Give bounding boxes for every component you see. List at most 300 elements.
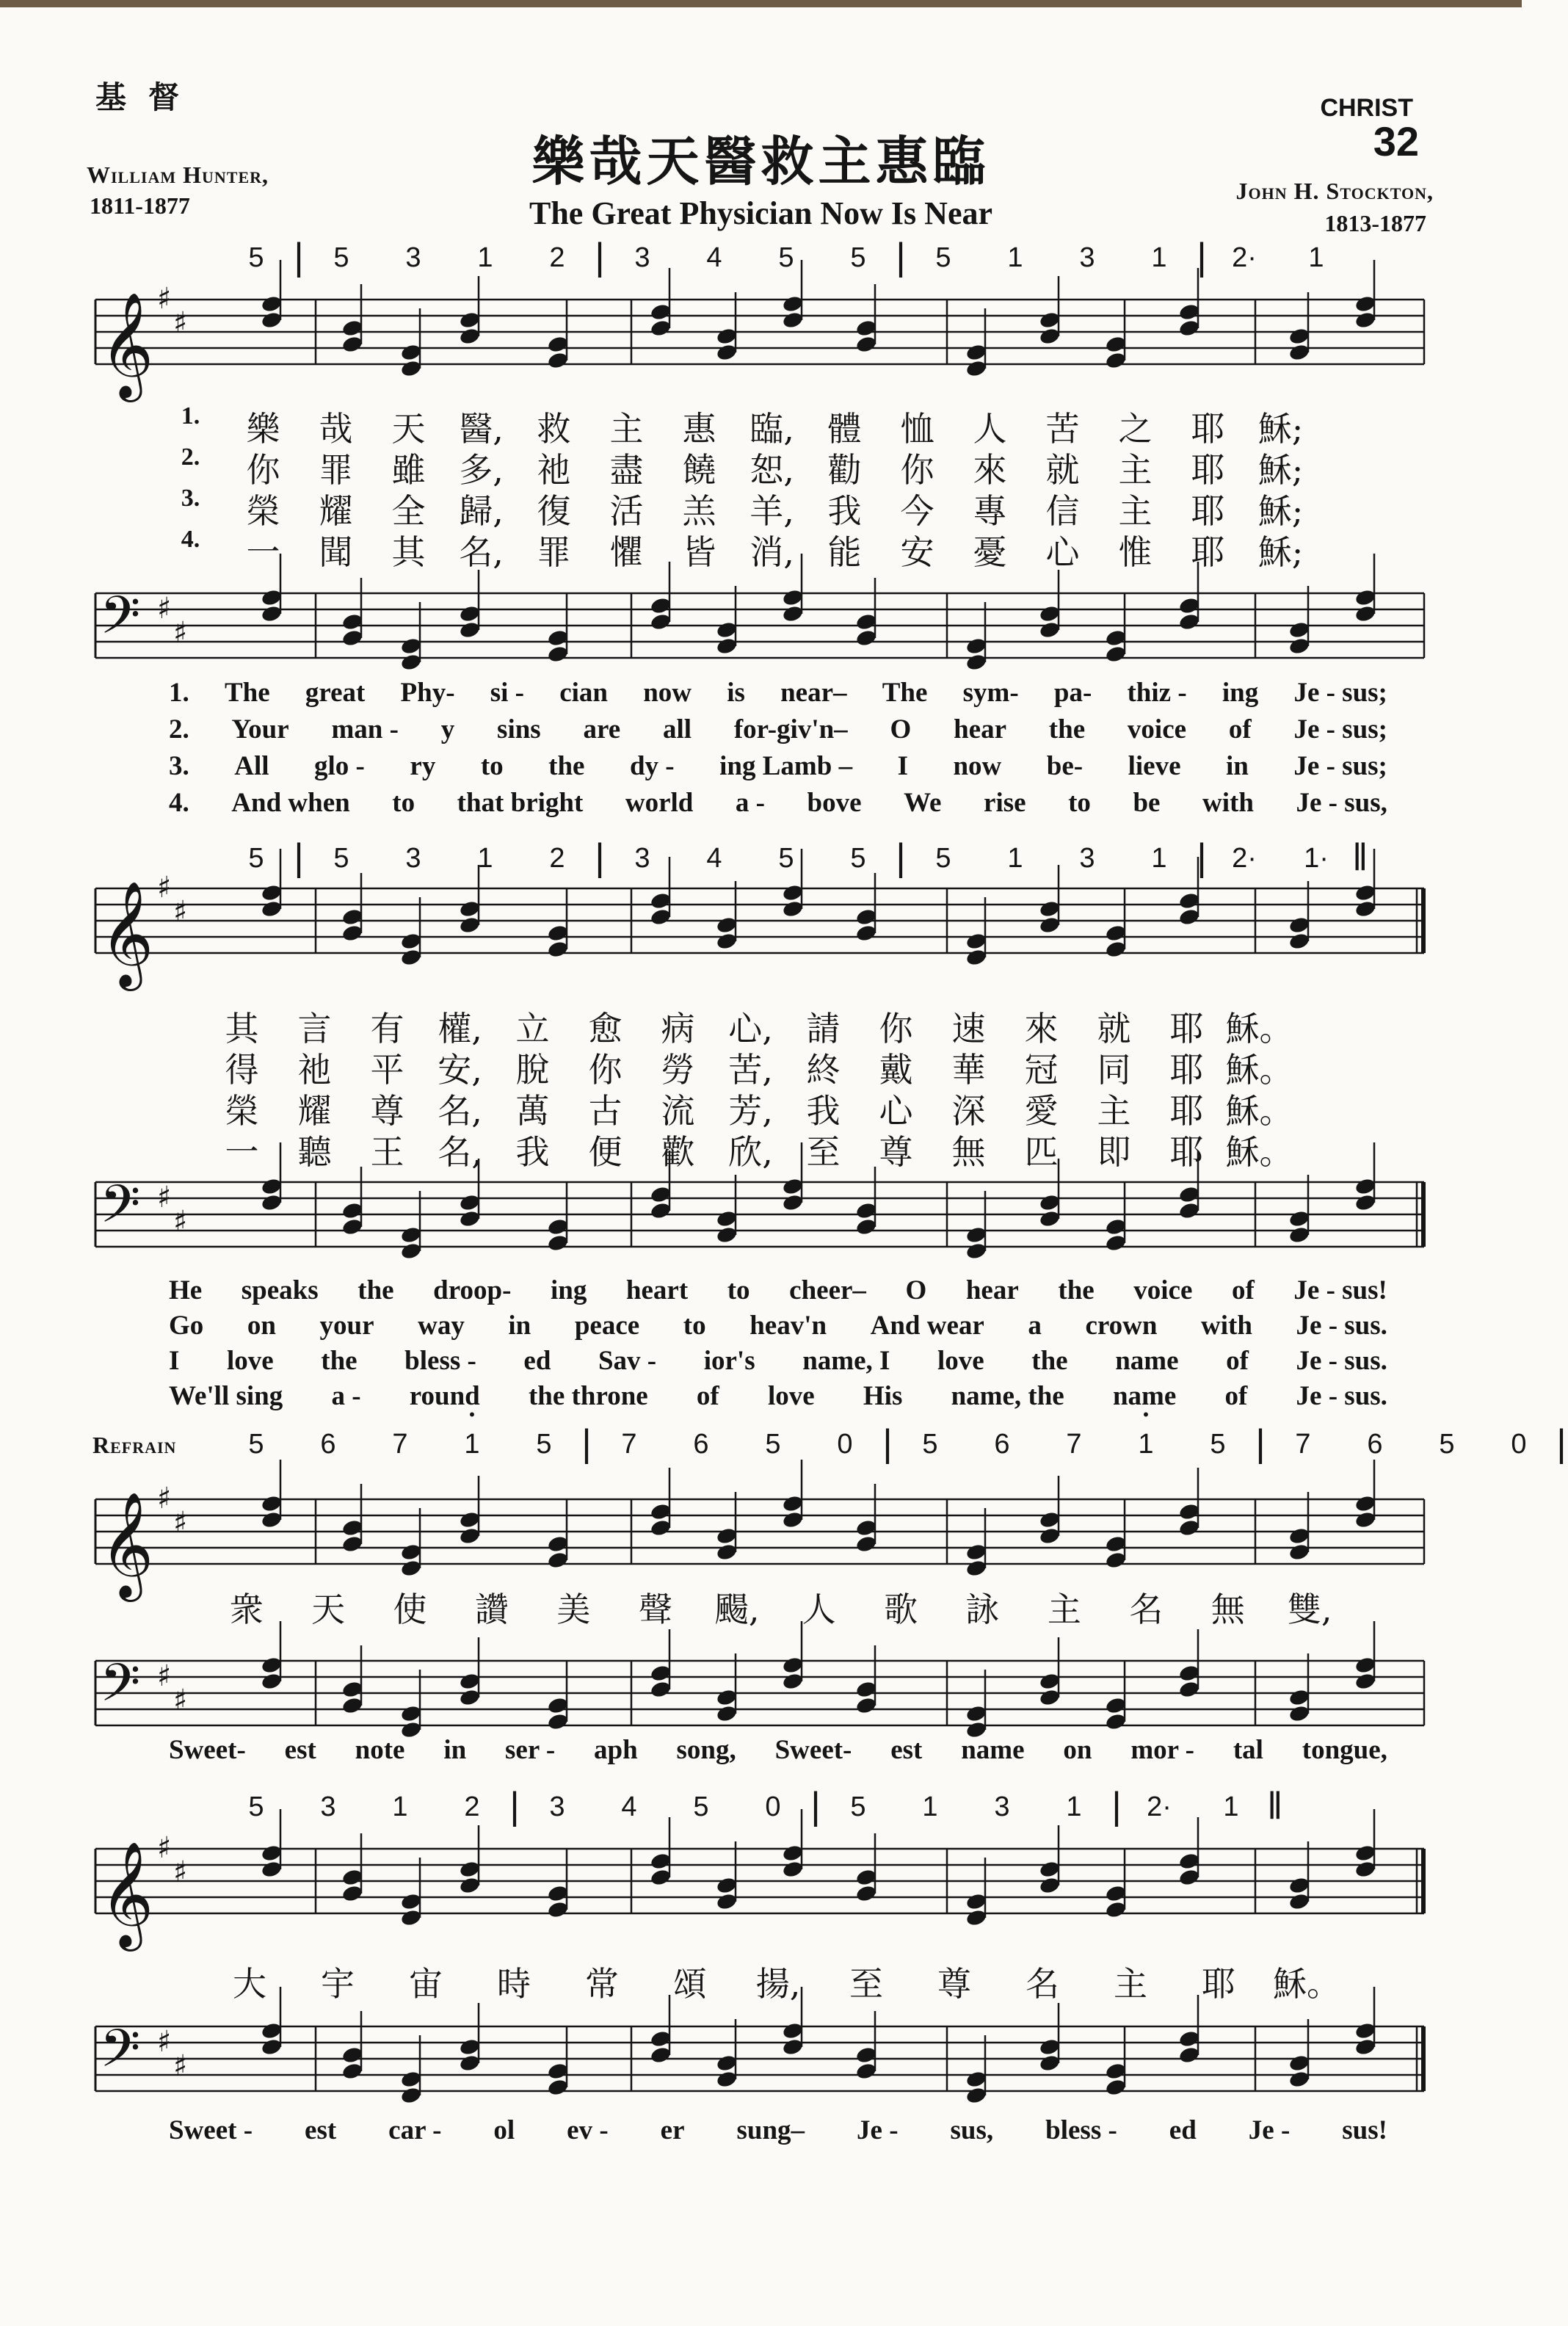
note-head — [650, 1629, 672, 1699]
lyric-word: cheer– — [789, 1275, 866, 1305]
lyric-syllable: 愛 — [1024, 1091, 1059, 1131]
lyric-word: the — [1048, 714, 1086, 744]
lyric-word: voice — [1133, 1275, 1193, 1305]
jianpu-barline: | — [1197, 836, 1207, 879]
jianpu-note: 7 — [392, 1429, 408, 1460]
jianpu-note: 6 — [320, 1429, 336, 1460]
lyric-syllable: 你 — [900, 450, 934, 490]
lyric-syllable: 樂 — [246, 409, 280, 449]
lyric-syllable: 愈 — [588, 1009, 623, 1048]
lyric-word: the — [548, 751, 585, 781]
note-head — [965, 1670, 988, 1739]
lyric-word: note — [355, 1735, 405, 1765]
note-head — [716, 1492, 738, 1562]
lyric-word: a - — [735, 788, 765, 818]
note-head — [1354, 554, 1377, 623]
english-lyrics-line — [169, 1345, 1387, 1377]
jianpu-note: 5 — [778, 242, 794, 273]
note-head — [1354, 1809, 1377, 1879]
jianpu-note: 3 — [405, 242, 421, 273]
lyric-syllable: 其 — [225, 1009, 259, 1048]
note-head — [1288, 2019, 1311, 2089]
jianpu-note: 1 — [1007, 242, 1023, 273]
lyric-word: heav'n — [749, 1311, 827, 1341]
lyric-syllable: 衆 — [229, 1590, 264, 1629]
treble-clef-icon: 𝄞 — [100, 1841, 154, 1947]
note-head — [1178, 1995, 1201, 2065]
lyric-word: hear — [954, 714, 1006, 744]
lyric-syllable: 勞 — [661, 1050, 695, 1090]
jianpu-note: 3 — [320, 1791, 336, 1822]
lyric-syllable: 耶 — [1169, 1009, 1204, 1048]
lyric-word: in — [1226, 751, 1249, 781]
lyric-syllable: 耶 — [1169, 1091, 1204, 1131]
lyric-syllable: 頌 — [673, 1964, 707, 2004]
jianpu-note: 3 — [634, 843, 650, 874]
jianpu-barline: ‖ — [1267, 1785, 1283, 1827]
lyric-word: All — [234, 751, 269, 781]
lyric-syllable: 萬 — [515, 1091, 550, 1131]
note-head — [341, 284, 364, 354]
lyric-syllable: 便 — [588, 1132, 623, 1172]
lyric-syllable: 安, — [438, 1050, 482, 1090]
lyric-word: the — [1058, 1275, 1095, 1305]
lyric-word: He — [169, 1275, 203, 1305]
lyric-word: dy - — [629, 751, 675, 781]
jianpu-row — [220, 1422, 1568, 1465]
lyric-syllable: 宙 — [409, 1964, 443, 2004]
lyric-syllable: 至 — [849, 1964, 883, 2004]
lyric-syllable: 歌 — [884, 1590, 918, 1629]
lyric-word: be — [1133, 788, 1161, 818]
lyric-word: 3. — [169, 751, 189, 781]
note-head — [1105, 889, 1128, 959]
lyric-word: Je - sus; — [1293, 714, 1387, 744]
jianpu-note: 5 — [935, 242, 951, 273]
jianpu-note: • 1 — [1110, 1429, 1182, 1460]
title-english: The Great Physician Now Is Near — [529, 195, 993, 231]
lyric-syllable: 尊 — [879, 1132, 913, 1172]
note-head — [400, 308, 423, 378]
note-head — [855, 1167, 878, 1236]
lyric-word: on — [1063, 1735, 1092, 1765]
note-head — [1105, 300, 1128, 370]
note-head — [341, 1833, 364, 1903]
lyric-syllable: 穌。 — [1273, 1964, 1340, 2004]
lyric-syllable: 耀 — [297, 1091, 332, 1131]
note-head — [650, 1468, 672, 1537]
lyric-syllable: 羔 — [682, 491, 716, 531]
note-head — [965, 1858, 988, 1927]
lyric-syllable: 終 — [806, 1050, 841, 1090]
lyric-syllable: 匹 — [1024, 1132, 1059, 1172]
lyric-syllable: 惠 — [682, 409, 716, 449]
jianpu-note: 5 — [765, 1429, 781, 1460]
jianpu-note: 5 — [1210, 1429, 1226, 1460]
english-lyrics-line — [169, 2115, 1387, 2146]
lyric-word: est — [305, 2115, 337, 2145]
note-head — [1105, 2027, 1128, 2097]
lyric-syllable: 常 — [585, 1964, 619, 2004]
lyric-syllable: 耶 — [1191, 491, 1225, 531]
jianpu-barline: | — [1556, 1422, 1567, 1465]
lyric-syllable: 來 — [973, 450, 1007, 490]
note-head — [1039, 1476, 1061, 1546]
note-head — [855, 578, 878, 648]
jianpu-note: 5 — [536, 1429, 552, 1460]
jianpu-note: 1 — [477, 843, 493, 874]
treble-staff — [0, 1827, 1522, 1974]
lyric-word: 4. — [169, 788, 189, 818]
lyric-word: the — [321, 1346, 357, 1376]
jianpu-barline: | — [294, 836, 304, 879]
lyric-word: the — [357, 1275, 394, 1305]
note-head — [716, 881, 738, 951]
lyric-word: And wear — [870, 1311, 984, 1341]
note-head — [1105, 594, 1128, 664]
lyric-syllable: 主 — [1118, 450, 1153, 490]
category-label: 基督 — [95, 79, 202, 115]
lyric-word: Je - — [857, 2115, 899, 2145]
lyric-syllable: 我 — [827, 491, 862, 531]
note-head — [261, 1460, 283, 1529]
note-head — [1178, 1629, 1201, 1699]
lyric-syllable: 大 — [233, 1964, 266, 2004]
lyric-word: voice — [1127, 714, 1187, 744]
lyric-syllable: 穌。 — [1225, 1091, 1293, 1131]
lyric-syllable: 名, — [438, 1132, 482, 1172]
jianpu-barline: | — [1197, 236, 1207, 278]
note-head — [400, 897, 423, 967]
lyric-syllable: 深 — [951, 1091, 986, 1131]
jianpu-note: 4 — [706, 843, 722, 874]
lyric-word: on — [247, 1311, 276, 1341]
lyric-syllable: 言 — [297, 1009, 332, 1048]
note-head — [716, 1841, 738, 1911]
lyric-word: lieve — [1128, 751, 1181, 781]
jianpu-note: 5 — [248, 1429, 264, 1460]
lyric-word: His — [863, 1381, 903, 1411]
note-head — [1105, 1183, 1128, 1253]
lyric-syllable: 消, — [749, 532, 794, 572]
lyric-word: name — [1112, 1381, 1177, 1411]
lyric-syllable: 勸 — [827, 450, 862, 490]
sharp-icon: ♯ — [173, 616, 188, 650]
jianpu-note: 1 — [392, 1791, 408, 1822]
lyric-syllable: 耶 — [1202, 1964, 1235, 2004]
lyric-word: est — [890, 1735, 923, 1765]
lyric-word: love — [767, 1381, 815, 1411]
bass-clef-icon: 𝄢 — [100, 1174, 141, 1247]
treble-clef-icon: 𝄞 — [100, 1492, 154, 1598]
note-head — [547, 1662, 570, 1731]
lyric-word: Sweet- — [169, 1735, 246, 1765]
english-lyrics-line — [169, 750, 1387, 782]
jianpu-note: 3 — [994, 1791, 1010, 1822]
jianpu-note: 2· — [1232, 843, 1257, 874]
lyric-word: droop- — [433, 1275, 512, 1305]
lyric-syllable: 耀 — [319, 491, 353, 531]
lyric-word: 1. — [169, 678, 189, 708]
note-head — [1354, 1987, 1377, 2057]
lyric-word: ing Lamb – — [719, 751, 853, 781]
jianpu-note: 5 — [850, 843, 866, 874]
treble-clef-icon: 𝄞 — [100, 881, 154, 987]
jianpu-note: 5 — [850, 242, 866, 273]
lyric-word: of — [696, 1381, 719, 1411]
note-head — [1288, 1175, 1311, 1244]
lyric-word: O — [905, 1275, 927, 1305]
lyric-syllable: 祂 — [537, 450, 571, 490]
lyric-syllable: 讚 — [474, 1590, 509, 1629]
jianpu-note: 2· — [1147, 1791, 1172, 1822]
lyric-syllable: 苦 — [1045, 409, 1080, 449]
note-head — [1039, 570, 1061, 640]
jianpu-note: 3 — [634, 242, 650, 273]
lyric-syllable: 聽 — [297, 1132, 332, 1172]
note-head — [400, 1508, 423, 1578]
lyric-word: ed — [523, 1346, 551, 1376]
lyric-syllable: 權, — [438, 1009, 482, 1048]
jianpu-note: 2 — [549, 242, 565, 273]
lyric-word: ol — [493, 2115, 515, 2145]
lyric-word: near– — [780, 678, 847, 708]
lyric-word: y — [440, 714, 455, 744]
lyric-word: Je - sus, — [1296, 788, 1387, 818]
lyric-syllable: 體 — [827, 409, 862, 449]
lyric-syllable: 宇 — [321, 1964, 355, 2004]
lyric-word: sus, — [950, 2115, 994, 2145]
lyric-syllable: 名 — [1129, 1590, 1164, 1629]
jianpu-barline: ‖ — [1352, 836, 1368, 879]
lyric-word: Je - sus. — [1296, 1346, 1387, 1376]
lyric-syllable: 名, — [459, 532, 504, 572]
lyric-syllable: 主 — [1118, 491, 1153, 531]
jianpu-note: 3 — [549, 1791, 565, 1822]
lyric-syllable: 罪 — [537, 532, 571, 572]
lyric-word: The — [224, 678, 270, 708]
note-head — [782, 1621, 805, 1691]
note-head — [547, 889, 570, 959]
lyric-syllable: 冠 — [1024, 1050, 1059, 1090]
lyric-word: of — [1226, 1346, 1249, 1376]
lyric-syllable: 羊, — [749, 491, 794, 531]
author-left-years: 1811-1877 — [90, 192, 190, 219]
note-head — [459, 276, 482, 346]
note-head — [1039, 2003, 1061, 2073]
lyric-word: ing — [1222, 678, 1259, 708]
lyric-syllable: 你 — [246, 450, 280, 490]
lyric-syllable: 活 — [609, 491, 644, 531]
lyric-syllable: 無 — [951, 1132, 986, 1172]
lyric-word: to — [683, 1311, 706, 1341]
lyric-syllable: 人 — [802, 1590, 836, 1629]
lyric-word: sins — [497, 714, 541, 744]
lyric-syllable: 耶 — [1191, 450, 1225, 490]
jianpu-note: 2 — [464, 1791, 480, 1822]
lyric-word: your — [319, 1311, 374, 1341]
lyric-syllable: 耶 — [1169, 1132, 1204, 1172]
lyric-word: mor - — [1130, 1735, 1194, 1765]
lyric-syllable: 名 — [1026, 1964, 1059, 2004]
lyric-word: of — [1231, 1275, 1255, 1305]
note-head — [547, 594, 570, 664]
jianpu-note: 5 — [1439, 1429, 1455, 1460]
lyric-word: Your — [231, 714, 289, 744]
lyric-syllable: 立 — [515, 1009, 550, 1048]
author-left: William Hunter, — [87, 162, 269, 188]
lyric-word: Go — [169, 1311, 204, 1341]
jianpu-note: 1 — [477, 242, 493, 273]
lyric-word: We — [904, 788, 942, 818]
lyric-word: bless - — [404, 1346, 476, 1376]
lyric-word: I — [897, 751, 908, 781]
lyric-word: I — [169, 1346, 180, 1376]
sharp-icon: ♯ — [173, 895, 188, 929]
english-lyrics-line — [169, 1380, 1387, 1412]
sharp-icon: ♯ — [173, 306, 188, 340]
note-head — [341, 2011, 364, 2081]
chinese-lyrics-line — [206, 1583, 1351, 1631]
lyric-syllable: 今 — [900, 491, 934, 531]
jianpu-barline: | — [1255, 1422, 1266, 1465]
lyric-word: hear — [965, 1275, 1019, 1305]
english-lyrics-line — [169, 787, 1387, 819]
note-head — [459, 1159, 482, 1228]
jianpu-barline: | — [581, 1422, 592, 1465]
lyric-syllable: 揚, — [755, 1964, 801, 2004]
note-head — [855, 1484, 878, 1554]
note-head — [965, 602, 988, 672]
note-head — [1354, 1621, 1377, 1691]
lyric-word: now — [953, 751, 1002, 781]
jianpu-note: 1· — [1304, 843, 1329, 874]
jianpu-note: 3 — [1079, 242, 1095, 273]
jianpu-note: 5 — [935, 843, 951, 874]
lyric-word: that bright — [457, 788, 584, 818]
jianpu-barline: | — [882, 1422, 893, 1465]
note-head — [650, 1817, 672, 1887]
lyric-syllable: 戴 — [879, 1050, 913, 1090]
lyric-word: Phy- — [400, 678, 455, 708]
lyric-word: glo - — [314, 751, 365, 781]
jianpu-barline: | — [294, 236, 304, 278]
lyric-syllable: 榮 — [225, 1091, 259, 1131]
sharp-icon: ♯ — [173, 2049, 188, 2083]
lyric-word: ed — [1169, 2115, 1197, 2145]
lyric-word: sung– — [736, 2115, 805, 2145]
lyric-word: to — [727, 1275, 750, 1305]
sharp-icon: ♯ — [157, 282, 172, 316]
lyric-syllable: 一 — [246, 532, 280, 572]
lyric-syllable: 醫, — [459, 409, 504, 449]
lyric-syllable: 主 — [1047, 1590, 1081, 1629]
lyric-word: world — [625, 788, 694, 818]
note-head — [341, 1484, 364, 1554]
lyric-word: to — [1068, 788, 1091, 818]
note-head — [1354, 260, 1377, 330]
jianpu-note: 5 — [333, 242, 349, 273]
lyric-syllable: 流 — [661, 1091, 695, 1131]
lyric-word: is — [727, 678, 745, 708]
lyric-word: Je - sus. — [1296, 1381, 1387, 1411]
note-head — [855, 2011, 878, 2081]
lyric-syllable: 天 — [391, 409, 426, 449]
jianpu-note: 0 — [1511, 1429, 1527, 1460]
lyric-syllable: 聲 — [638, 1590, 672, 1629]
lyric-syllable: 聞 — [319, 532, 353, 572]
lyric-word: man - — [331, 714, 399, 744]
sharp-icon: ♯ — [173, 1205, 188, 1239]
lyric-word: the throne — [528, 1381, 648, 1411]
jianpu-barline: | — [595, 836, 605, 879]
lyric-word: crown — [1085, 1311, 1158, 1341]
lyric-word: si - — [490, 678, 524, 708]
lyric-word: song, — [676, 1735, 736, 1765]
note-head — [459, 865, 482, 935]
lyric-word: round — [409, 1381, 480, 1411]
lyric-syllable: 主 — [609, 409, 644, 449]
note-head — [547, 1183, 570, 1253]
jianpu-note: 1 — [922, 1791, 938, 1822]
lyric-syllable: 無 — [1211, 1590, 1245, 1629]
lyric-syllable: 我 — [515, 1132, 550, 1172]
jianpu-note: 1 — [1223, 1791, 1239, 1822]
note-head — [855, 1645, 878, 1715]
lyric-syllable: 穌; — [1257, 409, 1304, 449]
note-head — [459, 570, 482, 640]
note-head — [965, 2035, 988, 2105]
lyric-syllable: 恕, — [749, 450, 794, 490]
lyric-syllable: 有 — [370, 1009, 404, 1048]
note-head — [547, 1500, 570, 1570]
lyric-word: of — [1228, 714, 1252, 744]
lyric-word: Je - sus! — [1293, 1275, 1387, 1305]
note-head — [716, 292, 738, 362]
lyric-word: to — [480, 751, 504, 781]
lyric-word: love — [937, 1346, 984, 1376]
note-head — [1039, 276, 1061, 346]
note-head — [400, 1858, 423, 1927]
lyric-word: the — [1031, 1346, 1068, 1376]
lyric-syllable: 古 — [588, 1091, 623, 1131]
lyric-syllable: 颺, — [714, 1590, 760, 1629]
note-head — [1105, 1849, 1128, 1919]
lyric-syllable: 罪 — [319, 450, 353, 490]
note-head — [716, 586, 738, 656]
lyric-syllable: 來 — [1024, 1009, 1059, 1048]
lyric-syllable: 尊 — [937, 1964, 971, 2004]
lyric-syllable: 同 — [1097, 1050, 1131, 1090]
lyric-word: sym- — [962, 678, 1019, 708]
lyric-syllable: 安 — [900, 532, 934, 572]
jianpu-note: 5 — [778, 843, 794, 874]
bass-clef-icon: 𝄢 — [100, 2018, 141, 2092]
lyric-word: ing — [550, 1275, 587, 1305]
lyric-word: all — [662, 714, 692, 744]
note-head — [650, 562, 672, 631]
note-head — [1288, 1492, 1311, 1562]
lyric-word: name — [961, 1735, 1025, 1765]
note-head — [547, 2027, 570, 2097]
lyric-word: now — [643, 678, 692, 708]
title-chinese: 樂哉天醫救主惠臨 — [531, 130, 990, 192]
jianpu-note: 3 — [1079, 843, 1095, 874]
jianpu-barline: | — [1111, 1785, 1122, 1827]
note-head — [650, 1995, 672, 2065]
note-head — [1354, 1460, 1377, 1529]
lyric-syllable: 穌。 — [1225, 1132, 1293, 1172]
